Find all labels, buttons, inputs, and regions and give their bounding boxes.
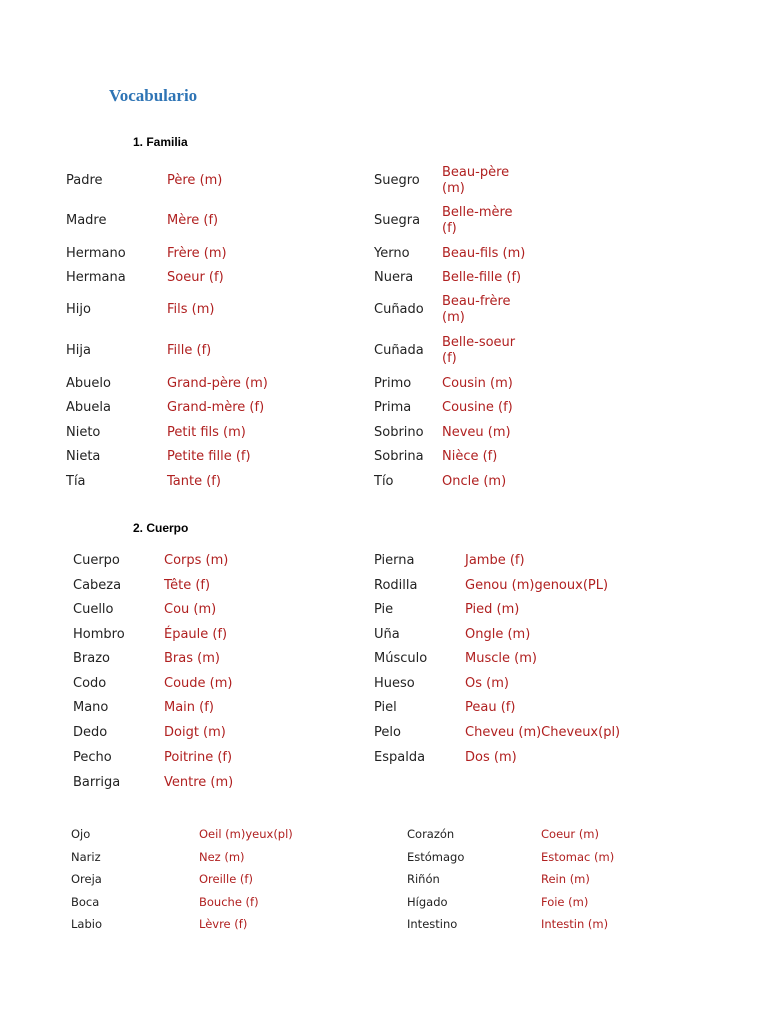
spanish-word: Hijo: [66, 302, 91, 317]
spanish-word: Hermana: [66, 270, 126, 285]
french-translation: Nez (m): [199, 850, 245, 864]
french-translation: Coude (m): [164, 676, 233, 691]
page-title: Vocabulario: [109, 86, 198, 105]
french-translation: Main (f): [164, 700, 214, 715]
french-translation: Petite fille (f): [167, 449, 251, 464]
french-translation: Oeil (m)yeux(pl): [199, 827, 293, 841]
french-translation: Oncle (m): [442, 474, 507, 489]
spanish-word: Yerno: [374, 246, 410, 261]
french-translation: Soeur (f): [167, 270, 224, 285]
spanish-word: Cuñado: [374, 302, 424, 317]
vocab-row: [0, 894, 768, 914]
spanish-word: Hombro: [73, 627, 125, 642]
french-translation: Belle-fille (f): [442, 270, 522, 285]
section-heading: 2. Cuerpo: [133, 521, 189, 535]
french-translation: Père (m): [167, 173, 223, 188]
spanish-word: Pie: [374, 602, 394, 617]
vocab-row: [0, 775, 768, 795]
french-translation: Fille (f): [167, 343, 212, 358]
vocab-row: [0, 700, 768, 720]
vocab-row: [0, 449, 768, 469]
spanish-word: Sobrino: [374, 425, 424, 440]
spanish-word: Nieta: [66, 449, 101, 464]
spanish-word: Espalda: [374, 750, 426, 765]
french-translation: Mère (f): [167, 213, 219, 228]
french-translation: Lèvre (f): [199, 917, 248, 931]
french-translation: Cousine (f): [442, 400, 513, 415]
french-translation-continued: (m): [442, 310, 465, 325]
spanish-word: Cuerpo: [73, 553, 120, 568]
spanish-word: Hermano: [66, 246, 126, 261]
spanish-word: Mano: [73, 700, 109, 715]
spanish-word: Prima: [374, 400, 412, 415]
spanish-word: Piel: [374, 700, 397, 715]
spanish-word: Suegro: [374, 173, 420, 188]
french-translation: Cou (m): [164, 602, 217, 617]
spanish-word: Pierna: [374, 553, 415, 568]
french-translation: Grand-père (m): [167, 376, 268, 391]
spanish-word: Tía: [66, 474, 86, 489]
spanish-word: Pelo: [374, 725, 401, 740]
spanish-word: Pecho: [73, 750, 112, 765]
section-heading: 1. Familia: [133, 135, 188, 149]
spanish-word: Cuñada: [374, 343, 424, 358]
spanish-word: Intestino: [407, 917, 458, 931]
spanish-word: Rodilla: [374, 578, 418, 593]
french-translation-continued: (f): [442, 221, 457, 236]
vocab-row: [0, 725, 768, 745]
french-translation: Muscle (m): [465, 651, 537, 666]
spanish-word: Cuello: [73, 602, 114, 617]
french-translation-continued: (f): [442, 351, 457, 366]
spanish-word: Barriga: [73, 775, 121, 790]
spanish-word: Hija: [66, 343, 91, 358]
vocab-row: [0, 916, 768, 936]
spanish-word: Nariz: [71, 850, 101, 864]
vocab-row: [0, 578, 768, 598]
spanish-word: Brazo: [73, 651, 111, 666]
spanish-word: Músculo: [374, 651, 428, 666]
vocab-row: [0, 750, 768, 770]
vocab-row: [0, 400, 768, 420]
french-translation: Fils (m): [167, 302, 215, 317]
french-translation: Frère (m): [167, 246, 227, 261]
french-translation: Peau (f): [465, 700, 516, 715]
spanish-word: Madre: [66, 213, 107, 228]
spanish-word: Tío: [374, 474, 394, 489]
french-translation: Dos (m): [465, 750, 517, 765]
vocab-row: [0, 627, 768, 647]
spanish-word: Nuera: [374, 270, 414, 285]
spanish-word: Hígado: [407, 895, 448, 909]
spanish-word: Codo: [73, 676, 107, 691]
french-translation: Beau-fils (m): [442, 246, 526, 261]
vocab-row: [0, 294, 768, 325]
spanish-word: Abuelo: [66, 376, 111, 391]
vocab-row: [0, 246, 768, 266]
vocab-row: [0, 205, 768, 236]
french-translation: Oreille (f): [199, 872, 253, 886]
french-translation: Os (m): [465, 676, 509, 691]
vocab-row: [0, 553, 768, 573]
vocab-row: [0, 826, 768, 846]
french-translation: Doigt (m): [164, 725, 226, 740]
french-translation: Tête (f): [164, 578, 211, 593]
spanish-word: Boca: [71, 895, 100, 909]
french-translation: Pied (m): [465, 602, 520, 617]
french-translation: Jambe (f): [465, 553, 525, 568]
spanish-word: Uña: [374, 627, 400, 642]
spanish-word: Oreja: [71, 872, 102, 886]
french-translation: Petit fils (m): [167, 425, 246, 440]
french-translation: Belle-mère: [442, 205, 513, 220]
vocab-row: [0, 376, 768, 396]
spanish-word: Cabeza: [73, 578, 122, 593]
spanish-word: Estómago: [407, 850, 465, 864]
french-translation: Poitrine (f): [164, 750, 233, 765]
spanish-word: Abuela: [66, 400, 111, 415]
vocab-row: [0, 425, 768, 445]
french-translation: Nièce (f): [442, 449, 498, 464]
french-translation: Cheveu (m)Cheveux(pl): [465, 725, 621, 740]
spanish-word: Riñón: [407, 872, 440, 886]
spanish-word: Primo: [374, 376, 412, 391]
vocab-row: [0, 335, 768, 366]
vocab-row: [0, 651, 768, 671]
french-translation: Cousin (m): [442, 376, 513, 391]
vocab-row: [0, 165, 768, 196]
french-translation: Neveu (m): [442, 425, 511, 440]
spanish-word: Nieto: [66, 425, 101, 440]
french-translation: Belle-soeur: [442, 335, 516, 350]
french-translation: Épaule (f): [164, 627, 228, 642]
spanish-word: Padre: [66, 173, 103, 188]
french-translation: Ongle (m): [465, 627, 531, 642]
french-translation: Intestin (m): [541, 917, 609, 931]
spanish-word: Hueso: [374, 676, 415, 691]
french-translation: Corps (m): [164, 553, 229, 568]
french-translation: Beau-père: [442, 165, 510, 180]
french-translation-continued: (m): [442, 181, 465, 196]
french-translation: Bouche (f): [199, 895, 259, 909]
spanish-word: Corazón: [407, 827, 455, 841]
spanish-word: Ojo: [71, 827, 91, 841]
french-translation: Foie (m): [541, 895, 589, 909]
vocab-row: [0, 871, 768, 891]
spanish-word: Sobrina: [374, 449, 424, 464]
vocab-row: [0, 602, 768, 622]
vocab-row: [0, 849, 768, 869]
spanish-word: Labio: [71, 917, 102, 931]
french-translation: Coeur (m): [541, 827, 599, 841]
french-translation: Beau-frère: [442, 294, 511, 309]
french-translation: Grand-mère (f): [167, 400, 265, 415]
vocab-row: [0, 676, 768, 696]
vocab-row: [0, 270, 768, 290]
french-translation: Bras (m): [164, 651, 220, 666]
french-translation: Tante (f): [167, 474, 221, 489]
vocab-row: [0, 474, 768, 494]
french-translation: Rein (m): [541, 872, 590, 886]
french-translation: Estomac (m): [541, 850, 615, 864]
french-translation: Genou (m)genoux(PL): [465, 578, 609, 593]
spanish-word: Suegra: [374, 213, 421, 228]
spanish-word: Dedo: [73, 725, 108, 740]
french-translation: Ventre (m): [164, 775, 234, 790]
